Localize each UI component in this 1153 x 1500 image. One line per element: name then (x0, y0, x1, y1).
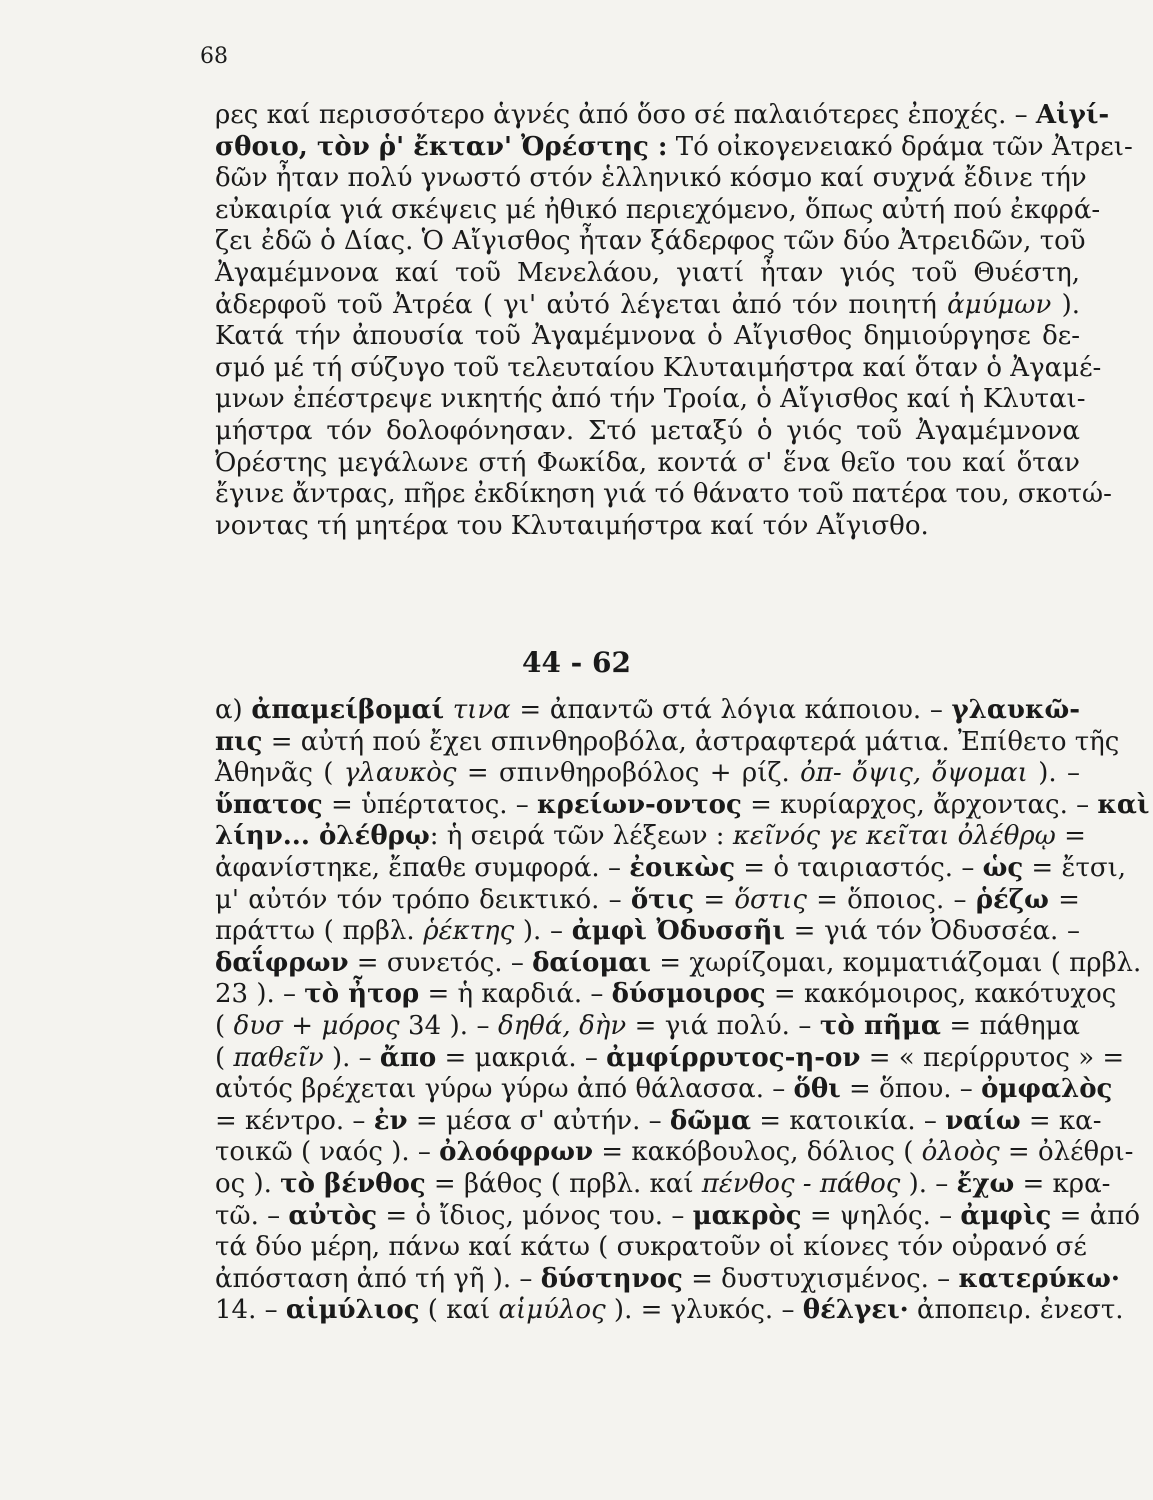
text-line (215, 226, 1086, 258)
italic-term: γλαυκὸς (343, 758, 457, 789)
text-line (215, 352, 1102, 385)
text-line (215, 194, 1101, 227)
text-run: ἀποπειρ. ἐνεστ. (908, 1295, 1124, 1326)
text-run: = ὅποιος. – (806, 884, 976, 915)
text-run: πράττω ( πρβλ. (215, 916, 424, 947)
text-line (215, 290, 1080, 322)
text-run: = « περίρρυτος » = (860, 1042, 1125, 1073)
text-run: = (694, 884, 735, 915)
text-block-commentary (215, 100, 1133, 542)
headword: τὸ πῆμα (819, 1010, 941, 1041)
headword: ῥέζω (975, 884, 1049, 915)
text-run: ). – (1027, 758, 1080, 789)
text-run: = κακόμοιρος, κακότυχος (765, 979, 1117, 1010)
text-run: ( (215, 1010, 234, 1041)
text-run: = κρα- (1014, 1168, 1111, 1199)
text-run: Ἀγαμέμνονα καί τοῦ Μενελάου, γιατί ἦταν γιός τοῦ Θυέστη, (215, 257, 1080, 288)
text-run: 14. – (215, 1295, 286, 1326)
text-line (215, 448, 1080, 480)
text-run: = σπινθηροβόλος + ρίζ. (456, 758, 801, 789)
text-line (215, 321, 1080, 353)
text-line (215, 1074, 1113, 1106)
headword: ἀμφὶ Ὀδυσσῆι (571, 916, 785, 947)
text-run: ). – (514, 916, 572, 947)
text-run: = χωρίζομαι, κομματιάζομαι ( πρβλ. (651, 947, 1142, 978)
text-run: = κακόβουλος, δόλιος ( (593, 1137, 922, 1168)
text-run: = κυρίαρχος, ἄρχοντας. – (741, 789, 1098, 820)
text-run: ος ). (215, 1168, 281, 1199)
text-run: ζει ἐδῶ ὁ Δίας. Ὁ Αἴγισθος ἦταν ξάδερφος τῶν δύο Ἀτρειδῶν, τοῦ (215, 226, 1086, 257)
italic-term: αἱμύλος (498, 1295, 606, 1326)
text-run: = (1055, 821, 1086, 852)
text-line (215, 885, 1080, 917)
text-run: = μέσα σ' αὐτήν. – (407, 1105, 670, 1136)
headword: ὅθι (793, 1074, 841, 1105)
headword: ἐοικὼς (629, 852, 736, 883)
text-run: ). (1051, 289, 1080, 320)
text-run: Ὀρέστης μεγάλωνε στή Φωκίδα, κοντά σ' ἕνα θεῖο του καί ὅταν (215, 447, 1080, 478)
text-line (215, 100, 1110, 132)
text-line (215, 1295, 1124, 1327)
text-run: νοντας τή μητέρα του Κλυταιμήστρα καί τόν Αἴγισθο. (215, 510, 929, 541)
headword: λίην... ὀλέθρῳ (215, 821, 430, 852)
text-run: = ὀλέθρι- (999, 1137, 1134, 1168)
italic-term: κεῖνός γε κεῖται ὀλέθρῳ (732, 821, 1056, 852)
italic-term: ῥέκτης (423, 916, 515, 947)
text-line (215, 416, 1080, 448)
headword: ἀμφίρρυτος-η-ον (606, 1042, 861, 1073)
text-run: ἀφανίστηκε, ἔπαθε συμφορά. – (215, 852, 630, 883)
headword: ὅτις (630, 884, 695, 915)
text-run: = ὁ ταιριαστός. – (735, 852, 983, 883)
headword: τὸ ἦτορ (304, 979, 420, 1010)
text-run: 23 ). – (215, 979, 305, 1010)
text-run: ( καί (419, 1295, 499, 1326)
text-run: = ὑπέρτατος. – (322, 789, 538, 820)
headword: κρείων-οντος (537, 789, 742, 820)
headword: αὐτὸς (288, 1200, 378, 1231)
text-line (215, 1232, 1087, 1264)
text-run: ). – (323, 1042, 380, 1073)
headword: αἱμύλιος (285, 1295, 420, 1326)
text-run: = ὁ ἴδιος, μόνος του. – (377, 1200, 693, 1231)
text-run: = πάθημα (940, 1010, 1080, 1041)
text-line (215, 852, 1127, 885)
page-number: 68 (200, 44, 228, 69)
text-line (215, 1168, 1111, 1201)
headword: ἀπαμείβομαί (251, 695, 445, 725)
italic-term: ὅστις (734, 884, 807, 915)
text-line (215, 789, 1150, 822)
italic-term: ὀλοὸς (921, 1137, 1000, 1168)
text-run: : ἡ σειρά τῶν λέξεων : (429, 821, 733, 852)
text-run: Ἀθηνᾶς ( (215, 758, 344, 789)
headword: γλαυκῶ- (951, 695, 1080, 725)
headword: κατερύκω· (958, 1263, 1120, 1294)
text-run: δῶν ἦταν πολύ γνωστό στόν ἑλληνικό κόσμο καί συχνά ἔδινε τήν (215, 163, 1087, 194)
text-run: ). – (900, 1168, 957, 1199)
text-block-glossary (215, 695, 1150, 1327)
text-run: = γιά πολύ. – (626, 1010, 820, 1041)
text-run: = μακριά. – (436, 1042, 607, 1073)
headword: ὡς (982, 852, 1024, 883)
italic-term: ὀπ- ὄψις, ὄψομαι (800, 758, 1028, 789)
headword: μακρὸς (692, 1200, 802, 1231)
headword: ὀμφαλὸς (981, 1074, 1113, 1105)
headword: δύσμοιρος (611, 979, 766, 1010)
text-line (215, 821, 1086, 853)
text-run: = κατοικία. – (751, 1105, 946, 1136)
headword: ὕπατος (215, 789, 323, 820)
text-line (215, 163, 1087, 195)
text-run: = ἡ καρδιά. – (419, 979, 612, 1010)
text-run: μνων ἐπέστρεψε νικητής ἀπό τήν Τροία, ὁ Αἴγισθος καί ἡ Κλυται- (215, 384, 1086, 415)
italic-term: τινα (444, 695, 511, 725)
text-line (215, 1200, 1140, 1233)
headword: καὶ (1097, 789, 1150, 820)
italic-term: παθεῖν (233, 1042, 324, 1073)
italic-term: ἀμύμων (947, 289, 1052, 320)
text-run: ρες καί περισσότερο ἁγνές ἀπό ὅσο σέ παλαιότερες ἐποχές. – (215, 100, 1036, 130)
text-line (215, 947, 1142, 980)
text-line (215, 1011, 1080, 1043)
headword: δῶμα (669, 1105, 752, 1136)
text-run: = κέντρο. – (215, 1105, 374, 1136)
italic-term: δυσ + μόρος (233, 1010, 400, 1041)
text-run: σμό μέ τή σύζυγο τοῦ τελευταίου Κλυταιμήστρα καί ὅταν ὁ Ἀγαμέ- (215, 352, 1102, 383)
text-line (215, 1137, 1134, 1169)
headword: δαΐφρων (215, 947, 349, 978)
text-run: = ἀπαντῶ στά λόγια κάποιου. – (510, 695, 952, 725)
text-line (215, 979, 1117, 1011)
text-run: αὐτός βρέχεται γύρω γύρω ἀπό θάλασσα. – (215, 1074, 794, 1105)
text-run: ( (215, 1042, 234, 1073)
headword: τὸ βένθος (280, 1168, 426, 1199)
text-line (215, 1042, 1125, 1075)
text-run: ). = γλυκός. – (605, 1295, 803, 1326)
text-line (215, 726, 1120, 759)
text-run: α) (215, 695, 252, 725)
text-run: = ἀπό (1051, 1200, 1140, 1231)
text-run: τοικῶ ( ναός ). – (215, 1137, 440, 1168)
text-run: ἀδερφοῦ τοῦ Ἀτρέα ( γι' αὐτό λέγεται ἀπό τόν ποιητή (215, 289, 948, 320)
text-run: Κατά τήν ἀπουσία τοῦ Ἀγαμέμνονα ὁ Αἴγισθος δημιούργησε δε- (215, 321, 1080, 352)
text-run: ἀπόσταση ἀπό τή γῆ ). – (215, 1263, 541, 1294)
text-line (215, 758, 1080, 790)
text-run: ἔγινε ἄντρας, πῆρε ἐκδίκηση γιά τό θάνατο τοῦ πατέρα του, σκοτώ- (215, 479, 1112, 510)
text-line (215, 695, 1080, 727)
headword: ἀμφὶς (960, 1200, 1052, 1231)
text-run: = ὅπου. – (840, 1074, 982, 1105)
text-run: = (1048, 884, 1080, 915)
text-line (215, 258, 1080, 290)
text-run: = ἔτσι, (1023, 852, 1127, 883)
text-line (215, 511, 1080, 543)
text-run: Τό οἰκογενειακό δράμα τῶν Ἀτρει- (667, 131, 1133, 162)
headword: Αἰγί- (1035, 100, 1110, 130)
text-run: = κα- (1020, 1105, 1102, 1136)
text-run: μ' αὐτόν τόν τρόπο δεικτικό. – (215, 884, 631, 915)
text-run: = δυστυχισμένος. – (682, 1263, 959, 1294)
headword: πις (215, 726, 263, 757)
text-run: = ψηλός. – (801, 1200, 961, 1231)
text-run: 34 ). – (399, 1010, 498, 1041)
text-run: = συνετός. – (348, 947, 533, 978)
text-line (215, 1263, 1120, 1296)
text-run: τά δύο μέρη, πάνω καί κάτω ( συκρατοῦν οἱ κίονες τόν οὐρανό σέ (215, 1232, 1087, 1263)
text-line (215, 1105, 1102, 1138)
headword: ἔχω (956, 1168, 1015, 1199)
headword: ἐν (373, 1105, 408, 1136)
text-run: τῶ. – (215, 1200, 289, 1231)
text-line (215, 384, 1086, 416)
italic-term: πένθος - πάθος (701, 1168, 901, 1199)
text-run: = βάθος ( πρβλ. καί (425, 1168, 702, 1199)
text-run: μήστρα τόν δολοφόνησαν. Στό μεταξύ ὁ γιός τοῦ Ἀγαμέμνονα (215, 415, 1080, 446)
italic-term: δηθά, δὴν (497, 1010, 627, 1041)
text-run: = γιά τόν Ὀδυσσέα. – (784, 916, 1080, 947)
headword: ναίω (945, 1105, 1021, 1136)
headword: δαίομαι (532, 947, 651, 978)
headword: θέλγει· (802, 1295, 909, 1326)
headword: σθοιο, τὸν ῥ' ἔκταν' Ὀρέστης : (215, 131, 668, 162)
headword: δύστηνος (540, 1263, 683, 1294)
text-line (215, 479, 1112, 511)
text-line (215, 916, 1080, 948)
section-heading: 44 - 62 (521, 646, 632, 679)
headword: ἄπο (379, 1042, 437, 1073)
text-run: εὐκαιρία γιά σκέψεις μέ ἠθικό περιεχόμενο, ὅπως αὐτή πού ἐκφρά- (215, 194, 1101, 225)
text-run: = αὐτή πού ἔχει σπινθηροβόλα, ἀστραφτερά μάτια. Ἐπίθετο τῆς (262, 726, 1120, 757)
text-line (215, 131, 1133, 164)
headword: ὀλοόφρων (439, 1137, 594, 1168)
